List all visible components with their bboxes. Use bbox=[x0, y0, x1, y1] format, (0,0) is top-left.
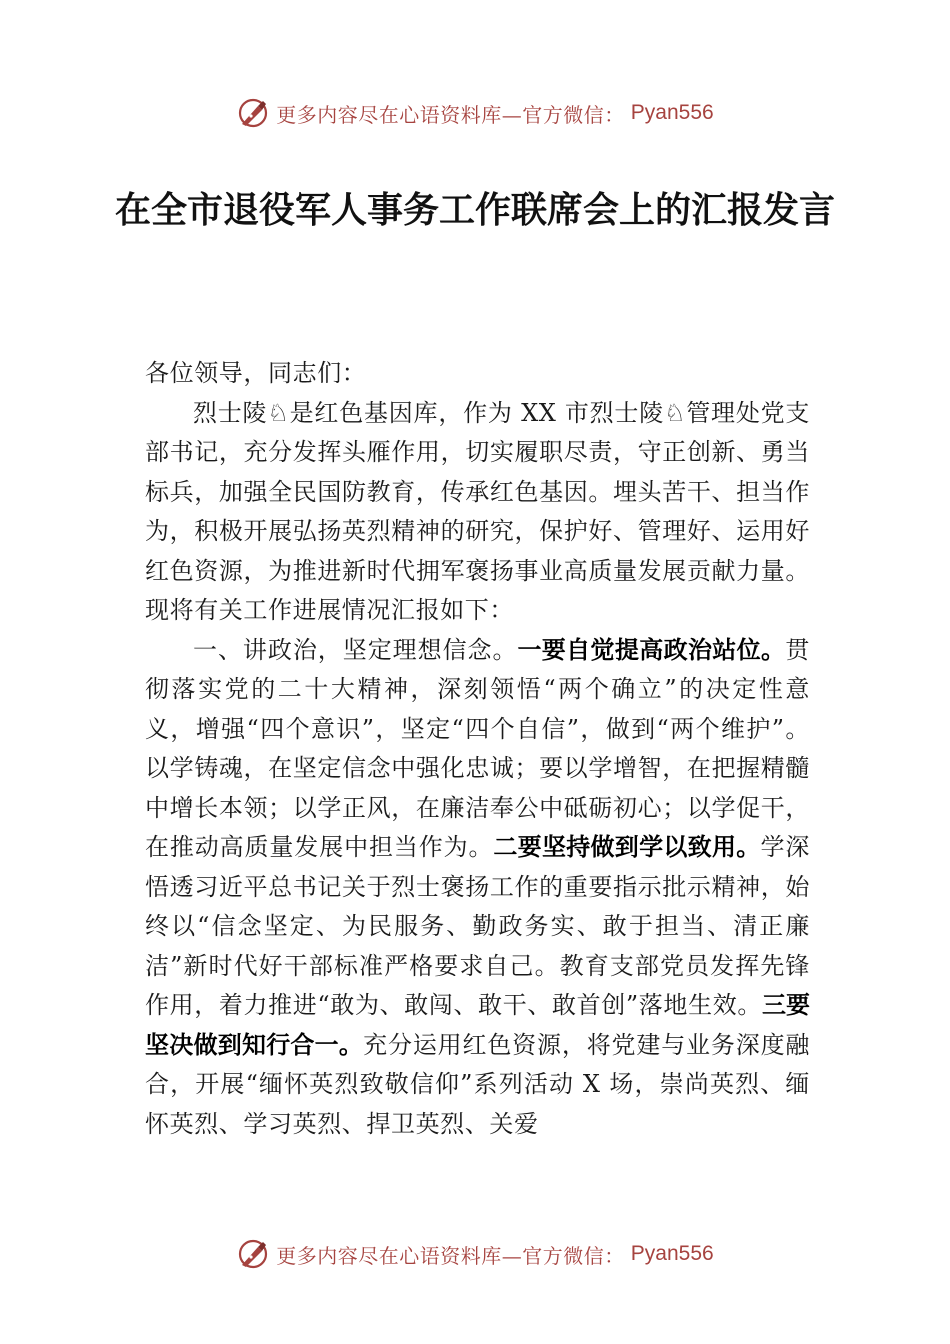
footer-watermark bbox=[0, 1234, 950, 1274]
watermark-wechat-id: Pyan556 bbox=[630, 1242, 714, 1265]
watermark-text: 更多内容尽在心语资料库—官方微信： bbox=[276, 1243, 625, 1268]
watermark-text: 更多内容尽在心语资料库—官方微信： bbox=[276, 102, 625, 127]
document-title: 在全市退役军人事务工作联席会上的汇报发言 bbox=[114, 189, 835, 231]
point-one-heading: 一要自觉提高政治站位。 bbox=[517, 635, 786, 664]
paragraph-intro: 烈士陵♘是红色基因库，作为 XX 市烈士陵♘管理处党支部书记，充分发挥头雁作用，切实履职尽责，守正创新、勇当标兵，加强全民国防教育，传承红色基因。埋头苦干、担当作为，积极开展弘扬英烈精神的研究，保护好、管理好、运用好红色资源，为推进新时代拥军褒扬事业高质量发展贡献力量。现将有关工作进展情况汇报如下： bbox=[145, 398, 810, 624]
pen-nib-logo-icon bbox=[236, 1237, 270, 1271]
paragraph-section-one bbox=[145, 631, 810, 1145]
point-one-text: 贯彻落实党的二十大精神，深刻领悟“两个确立”的决定性意义，增强“四个意识”，坚定“四个自信”，做到“两个维护”。以学铸魂，在坚定信念中强化忠诚；要以学增智，在把握精髓中增长本领；以学正风，在廉洁奉公中砥砺初心；以学促干，在推动高质量发展中担当作为。 bbox=[145, 635, 810, 861]
header-watermark bbox=[0, 93, 950, 133]
point-two-text: 学深悟透习近平总书记关于烈士褒扬工作的重要指示批示精神，始终以“信念坚定、为民服务、勤政务实、敢于担当、清正廉洁”新时代好干部标准严格要求自己。教育支部党员发挥先锋作用，着力推进“敢为、敢闯、敢干、敢首创”落地生效。 bbox=[145, 833, 811, 1019]
pen-nib-logo-icon bbox=[236, 96, 270, 130]
document-body bbox=[145, 354, 810, 1144]
section-one-heading: 一、讲政治，坚定理想信念。 bbox=[193, 635, 518, 664]
point-three-text: 充分运用红色资源，将党建与业务深度融合，开展“缅怀英烈致敬信仰”系列活动 X 场，崇尚英烈、缅怀英烈、学习英烈、捍卫英烈、关爱 bbox=[145, 1030, 811, 1138]
point-three-heading: 三要坚决做到知行合一。 bbox=[145, 991, 811, 1059]
watermark-wechat-id: Pyan556 bbox=[630, 101, 714, 124]
salutation: 各位领导，同志们： bbox=[145, 359, 367, 387]
point-two-heading: 二要坚持做到学以致用。 bbox=[493, 833, 761, 861]
